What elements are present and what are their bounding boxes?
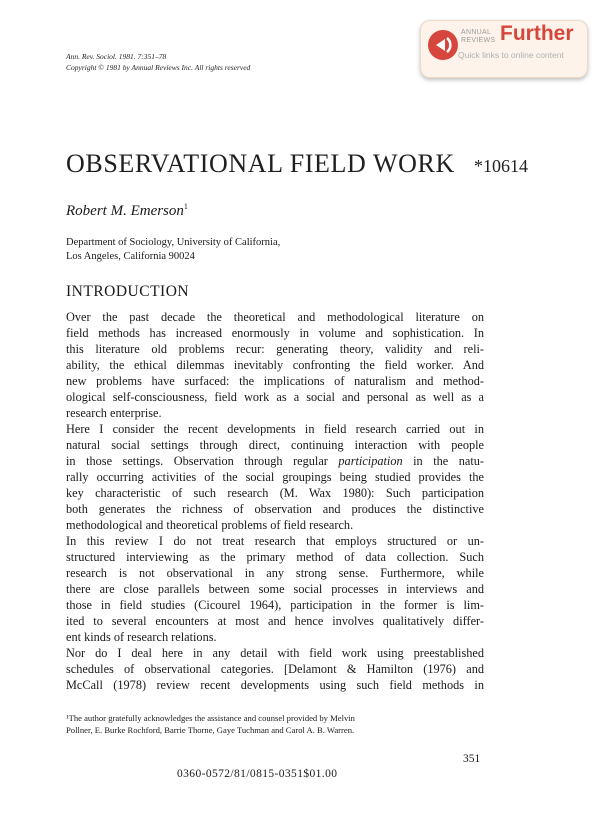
footnote: ¹The author gratefully acknowledges the assistance and counsel provided by Melvin (66, 713, 355, 723)
author-footnote-marker: 1 (183, 202, 188, 211)
body-line: Over the past decade the theoretical and methodological literature on (66, 310, 484, 324)
author-name-text: Robert M. Emerson (66, 203, 184, 219)
journal-citation: Ann. Rev. Sociol. 1981. 7:351–78 (66, 52, 167, 61)
body-line: schedules of observational categories. [Delamont & Hamilton (1976) and (66, 662, 484, 676)
body-line: Here I consider the recent developments in field research carried out in (66, 422, 484, 436)
body-line: field methods has increased enormously in volume and sophistication. In (66, 326, 484, 340)
annual-reviews-logo-icon (428, 30, 458, 60)
body-line: McCall (1978) review recent developments using such field methods in (66, 678, 484, 692)
body-line: ent kinds of research relations. (66, 630, 217, 644)
article-code: *10614 (474, 156, 528, 176)
body-line: those in field studies (Cicourel 1964), participation in the former is lim- (66, 598, 484, 612)
body-line: rally occurring activities of the social groupings being studied provides the (66, 470, 484, 484)
badge-subtitle: Quick links to online content (458, 50, 564, 60)
body-line: Nor do I deal here in any detail with field work using preestablished (66, 646, 484, 660)
body-line: there are close parallels between some social processes in interviews and (66, 582, 484, 596)
body-line: ability, the ethical dilemmas inevitably confronting the field worker. And (66, 358, 484, 372)
section-heading: INTRODUCTION (66, 283, 190, 300)
badge-reviews-label: REVIEWS (461, 37, 496, 44)
footnote: Pollner, E. Burke Rochford, Barrie Thorne, Gaye Tuchman and Carol A. B. Warren. (66, 725, 355, 735)
body-line: methodological and theoretical problems of field research. (66, 518, 354, 532)
badge-annual-label: ANNUAL (461, 29, 492, 36)
body-line: research is not observational in any strong sense. Furthermore, while (66, 566, 484, 580)
badge-further-label[interactable]: Further (500, 22, 574, 45)
article-title: OBSERVATIONAL FIELD WORK (66, 149, 455, 178)
copyright-notice: Copyright © 1981 by Annual Reviews Inc. All rights reserved (66, 63, 251, 72)
affiliation-line: Los Angeles, California 90024 (66, 251, 195, 262)
body-line: key characteristic of such research (M. Wax 1980): Such participation (66, 486, 484, 500)
body-line: structured interviewing as the primary method of data collection. Such (66, 550, 484, 564)
price-code: 0360-0572/81/0815-0351$01.00 (177, 768, 338, 780)
body-line: new problems have surfaced: the implications of naturalism and method- (66, 374, 484, 388)
body-line: In this review I do not treat research that employs structured or un- (66, 534, 484, 548)
body-line: ited to several encounters at most and hence involves qualitatively differ- (66, 614, 484, 628)
body-line: natural social settings through direct, continuing interaction with people (66, 438, 484, 452)
author-name (66, 197, 188, 221)
body-line: in those settings. Observation through regular participation in the natu- (66, 454, 485, 468)
body-line: research enterprise. (66, 406, 162, 420)
affiliation-line: Department of Sociology, University of California, (66, 237, 281, 248)
body-line: both generates the richness of observation and produces the distinctive (66, 502, 484, 516)
body-line: this literature old problems recur: generating theory, validity and reli- (66, 342, 484, 356)
page-number: 351 (463, 753, 481, 765)
body-line: ological self-consciousness, field work as a social and personal as well as a (66, 390, 484, 404)
